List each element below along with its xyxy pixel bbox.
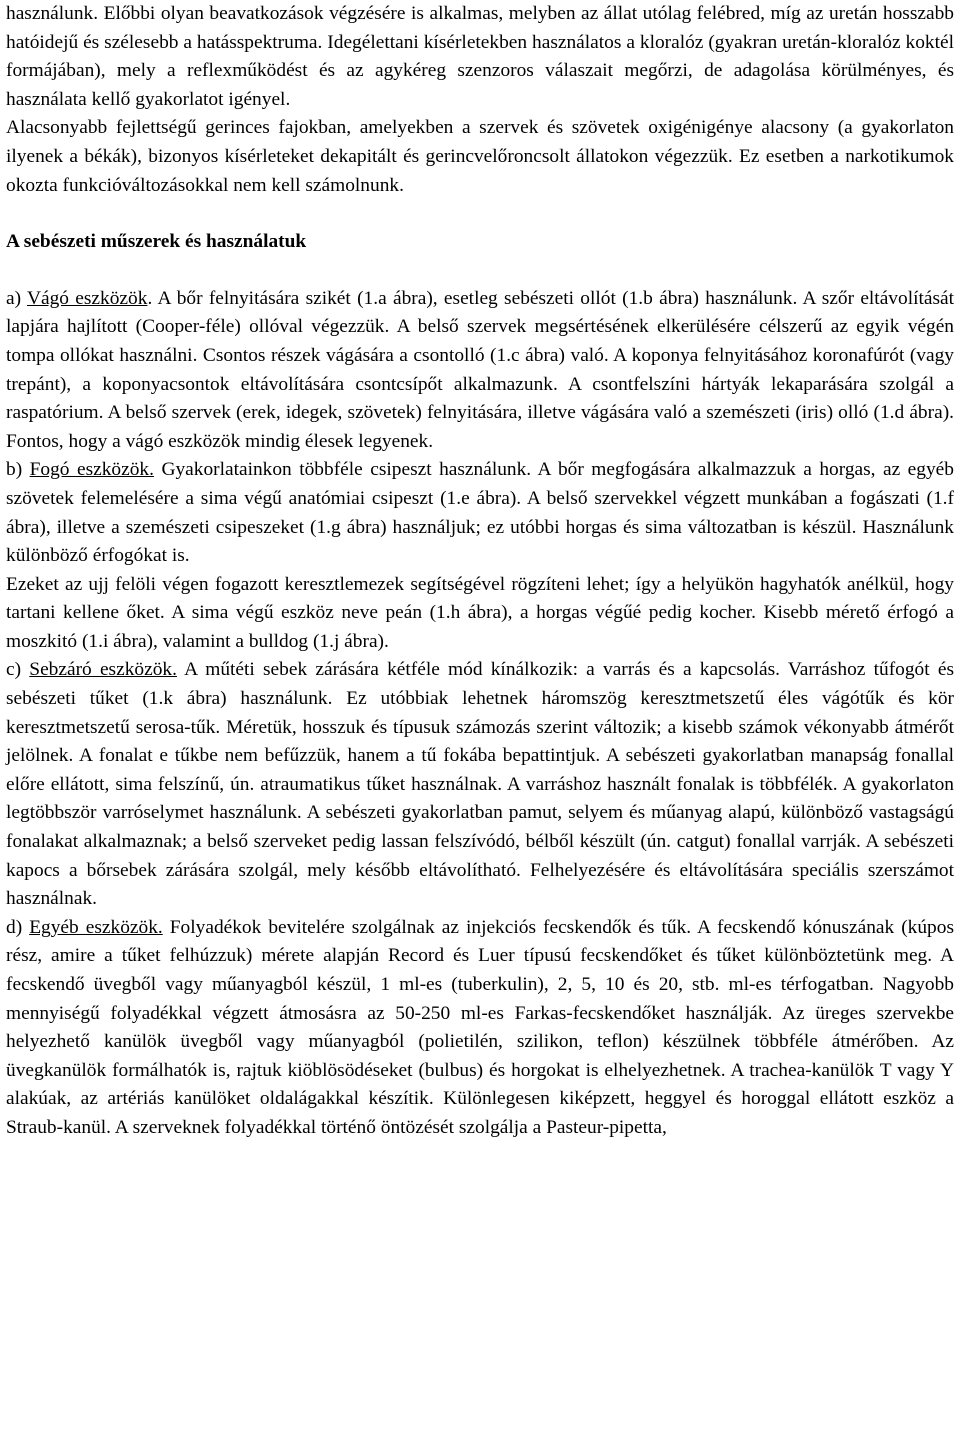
spacer: [6, 257, 954, 285]
section-heading: A sebészeti műszerek és használatuk: [6, 231, 307, 253]
paragraph-text: Gyakorlatainkon többféle csipeszt használunk. A bőr megfogására alkalmazzuk a horgas, az egyéb szövetek felemelésére a sima végű anatómiai csipeszt (1.e ábra). A belső szervekkel végzett munkában a fogászati (1.f ábra), illetve a szemészeti csipeszeket (1.g ábra) használjuk; ez utóbbi horgas és sima változatban is készül. Használunk különböző érfogókat is.: [6, 459, 954, 567]
paragraph-text: . A bőr felnyitására szikét (1.a ábra), esetleg sebészeti ollót (1.b ábra) használunk. A szőr eltávolítását lapjára hajlított (Cooper-féle) ollóval végezzük. A belső szervek megsértésének elkerülésére célszerű az egyik végén tompa ollókat használni. Csontos részek vágására a csontolló (1.c ábra) való. A koponya felnyitásához koronafúrót (vagy trepánt), a koponyacsontok eltávolítására csontcsípőt alkalmazunk. A csontfelszíni hártyák lekaparására szolgál a raspatórium. A belső szervek (erek, idegek, szövetek) felnyitására, illetve vágására való a szemészeti (iris) olló (1.d ábra). Fontos, hogy a vágó eszközök mindig élesek legyenek.: [6, 287, 955, 452]
paragraph-decapitation: Alacsonyabb fejlettségű gerinces fajokban, amelyekben a szervek és szövetek oxigénigénye alacsony (a gyakorlaton ilyenek a békák), bizonyos kísérleteket dekapitált és gerincvelőroncsolt állatokon végezzük. Ez esetben a narkotikumok okozta funkcióváltozásokkal nem kell számolnunk.: [6, 117, 954, 196]
paragraph-cutting-tools: [6, 285, 954, 457]
list-marker: a): [6, 287, 27, 309]
subsection-title: Egyéb eszközök.: [29, 916, 163, 938]
list-marker: b): [6, 459, 30, 481]
list-marker: d): [6, 916, 30, 938]
spacer: [6, 200, 954, 228]
paragraph-text: A műtéti sebek zárására kétféle mód kínálkozik: a varrás és a kapcsolás. Varráshoz tűfogót és sebészeti tűket (1.k ábra) használunk. Ez utóbbiak lehetnek háromszög keresztmetszetű éles vágótűk és kör keresztmetszetű serosa-tűk. Méretük, hosszuk és típusuk számozás szerint változik; a kisebb számok vékonyabb átmérőt jelölnek. A fonalat e tűkbe nem befűzzük, hanem a tű fokába bepattintjuk. A sebészeti gyakorlatban manapság fonallal előre ellátott, sima felszínű, ún. atraumatikus tűket használnak. A varráshoz használt fonalak is többfélék. A gyakorlaton legtöbbször varróselymet használunk. A sebészeti gyakorlatban pamut, selyem és műanyag alapú, különböző vastagságú fonalakat alkalmaznak; a belső szerveket pedig lassan felszívódó, bélből készült (ún. catgut) fonallal varrják. A sebészeti kapocs a bőrsebek zárására szolgál, mely később eltávolítható. Felhelyezésére és eltávolítására speciális szerszámot használnak.: [6, 659, 954, 910]
paragraph-gripping-tools: [6, 456, 954, 570]
paragraph-wound-closing-tools: [6, 656, 954, 913]
paragraph-clamps: [6, 571, 954, 657]
subsection-title: Fogó eszközök.: [29, 459, 154, 481]
subsection-title: Sebzáró eszközök.: [29, 659, 177, 681]
paragraph-text: Folyadékok bevitelére szolgálnak az injekciós fecskendők és tűk. A fecskendő kónuszának (kúpos rész, amire a tűket felhúzzuk) mérete alapján Record és Luer típusú fecskendőket és tűket különböztetünk meg. A fecskendő üvegből vagy műanyagból készül, 1 ml-es (tuberkulin), 2, 5, 10 és 20, stb. ml-es térfogatban. Nagyobb mennyiségű folyadékkal végzett átmosásra az 50-250 ml-es Farkas-fecskendőket használják. Az üreges szervekbe helyezhető kanülök üvegből vagy műanyagból (polietilén, szilikon, teflon) készülnek többféle átmérőben. Az üvegkanülök formálhatók is, rajtuk kiöblösödéseket (bulbus) és horgokat is elhelyezhetnek. A trachea-kanülök T vagy Y alakúak, az artériás kanülöket oldalágakkal készítik. Különlegesen kiképzett, heggyel és horoggal ellátott eszköz a Straub-kanül. A szerveknek folyadékkal történő öntözését szolgálja a Pasteur-pipetta,: [6, 916, 954, 1138]
paragraph-text: Ezeket az ujj felöli végen fogazott keresztlemezek segítségével rögzíteni lehet; így a helyükön hagyhatók anélkül, hogy tartani kellene őket. A sima végű eszköz neve peán (1.h ábra), a horgas végűé pedig kocher. Kisebb mérető érfogó a moszkitó (1.i ábra), valamint a bulldog (1.j ábra).: [6, 573, 954, 652]
subsection-title: Vágó eszközök: [27, 287, 148, 309]
paragraph-anesthesia: használunk. Előbbi olyan beavatkozások végzésére is alkalmas, melyben az állat utólag felébred, míg az uretán hosszabb hatóidejű és szélesebb a hatásspektruma. Idegélettani kísérletekben használatos a kloralóz (gyakran uretán-kloralóz koktél formájában), mely a reflexműködést és az agykéreg szenzoros válaszait megőrzi, de adagolása körülményes, és használata kellő gyakorlatot igényel.: [6, 3, 954, 110]
list-marker: c): [6, 659, 30, 681]
paragraph-other-tools: [6, 914, 954, 1143]
